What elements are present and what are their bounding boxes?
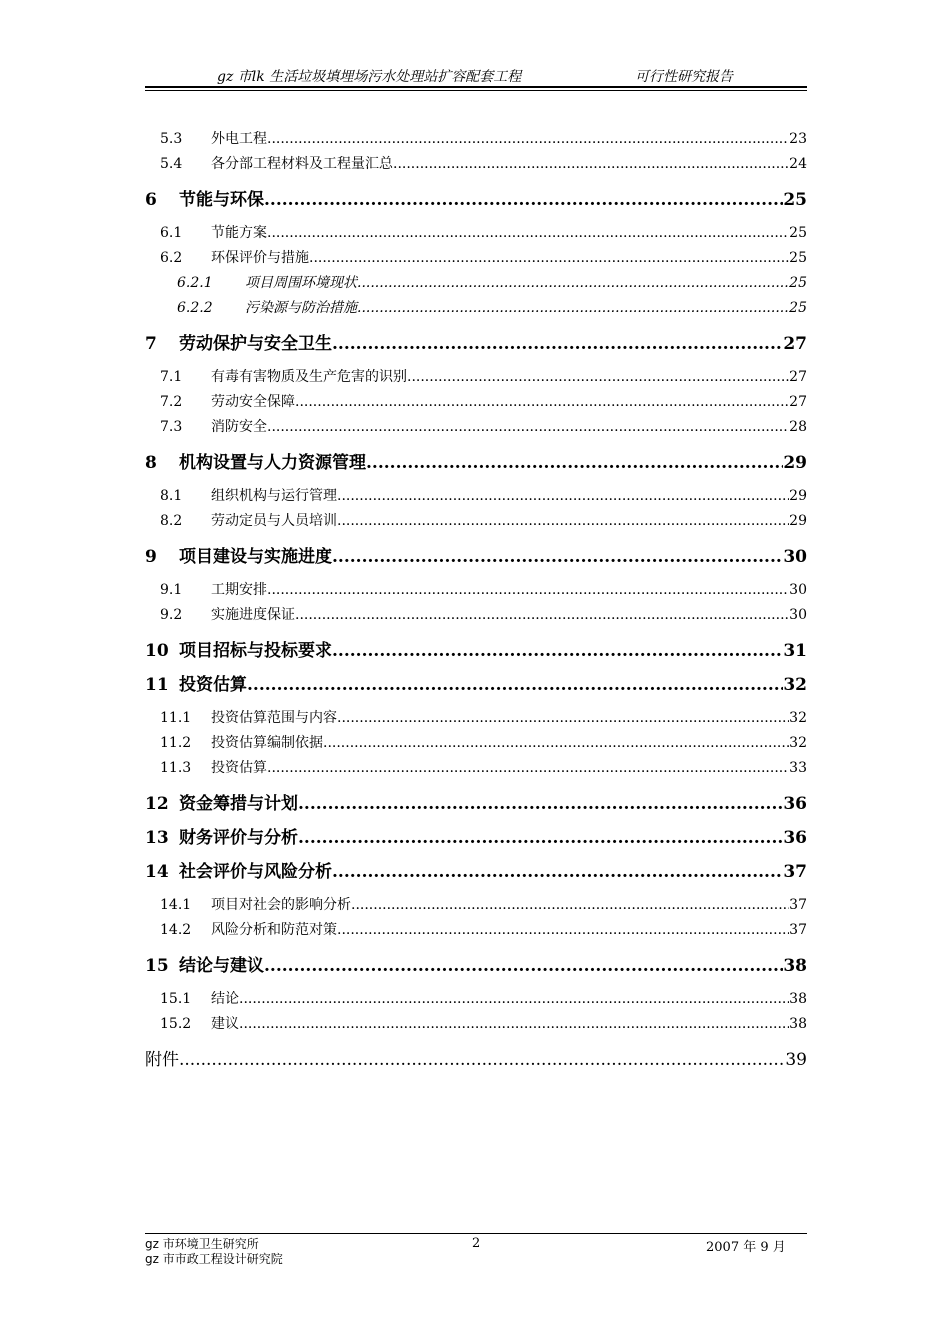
toc-page: 36: [783, 828, 807, 848]
toc-leader: [332, 641, 783, 661]
toc-title: 各分部工程材料及工程量汇总: [211, 156, 393, 172]
toc-title: 社会评价与风险分析: [179, 862, 332, 882]
toc-title: 投资估算编制依据: [211, 735, 323, 751]
toc-number: 12: [145, 794, 169, 814]
toc-page: 25: [789, 225, 807, 241]
toc-entry-9-2[interactable]: [160, 604, 807, 622]
toc-number: 15: [145, 956, 169, 976]
toc-page: 29: [789, 513, 807, 529]
toc-page: 30: [789, 582, 807, 598]
toc-leader: [393, 156, 789, 172]
toc-number: 6.1: [160, 225, 183, 241]
footer-org-1: gz 市环境卫生研究所: [145, 1237, 259, 1251]
toc-entry-15-2[interactable]: [160, 1013, 807, 1031]
toc-entry-11[interactable]: [145, 670, 807, 695]
toc-number: 11.3: [160, 760, 192, 776]
toc-leader: [264, 956, 783, 976]
toc-number: 11.1: [160, 710, 192, 726]
toc-title: 有毒有害物质及生产危害的识别: [211, 369, 407, 385]
toc-page: 27: [789, 369, 807, 385]
toc-entry-14-1[interactable]: [160, 894, 807, 912]
toc-page: 28: [789, 419, 807, 435]
toc-title: 投资估算: [179, 675, 247, 695]
toc-number: 5.4: [160, 156, 183, 172]
toc-entry-appendix[interactable]: [145, 1045, 807, 1070]
toc-page: 24: [789, 156, 807, 172]
toc-leader: [332, 334, 783, 354]
toc-page: 29: [789, 488, 807, 504]
toc-page: 33: [789, 760, 807, 776]
toc-leader: [267, 131, 789, 147]
toc-leader: [267, 760, 789, 776]
toc-number: 8: [145, 453, 157, 473]
toc-entry-8-2[interactable]: [160, 510, 807, 528]
toc-title: 外电工程: [211, 131, 267, 147]
toc-page: 36: [783, 794, 807, 814]
toc-entry-10[interactable]: [145, 636, 807, 661]
toc-title: 劳动安全保障: [211, 394, 295, 410]
toc-number: 5.3: [160, 131, 183, 147]
toc-leader: [295, 394, 789, 410]
toc-number: 7.3: [160, 419, 183, 435]
toc-page: 30: [783, 547, 807, 567]
toc-number: 6.2.1: [177, 275, 213, 291]
toc-leader: [357, 300, 789, 316]
toc-title: 环保评价与措施: [211, 250, 309, 266]
toc-number: 11: [145, 675, 169, 695]
header-rule-thick: [145, 86, 807, 88]
toc-page: 37: [789, 897, 807, 913]
toc-leader: [267, 419, 789, 435]
toc-entry-15-1[interactable]: [160, 988, 807, 1006]
footer-date: 2007 年 9 月: [706, 1240, 786, 1255]
toc-leader: [337, 488, 789, 504]
toc-page: 25: [789, 250, 807, 266]
toc-title: 实施进度保证: [211, 607, 295, 623]
toc-number: 15.2: [160, 1016, 192, 1032]
toc-title: 项目对社会的影响分析: [211, 897, 351, 913]
toc-number: 14.2: [160, 922, 192, 938]
footer-rule: [145, 1233, 807, 1234]
toc-leader: [264, 190, 783, 210]
toc-page: 38: [789, 991, 807, 1007]
toc-number: 14.1: [160, 897, 192, 913]
toc-entry-5-4[interactable]: [160, 153, 807, 171]
toc-title: 机构设置与人力资源管理: [179, 453, 366, 473]
toc-leader: [267, 225, 789, 241]
toc-number: 9.2: [160, 607, 183, 623]
toc-leader: [298, 794, 783, 814]
toc-number: 15.1: [160, 991, 192, 1007]
header-rule-thin: [145, 90, 807, 91]
toc-entry-11-2[interactable]: [160, 732, 807, 750]
footer-page-number: 2: [472, 1236, 481, 1251]
toc-page: 27: [789, 394, 807, 410]
toc-number: 7.1: [160, 369, 183, 385]
toc-leader: [332, 862, 783, 882]
toc-number: 6.2.2: [177, 300, 213, 316]
toc-entry-6-2[interactable]: [160, 247, 807, 265]
toc-title: 投资估算范围与内容: [211, 710, 337, 726]
toc-page: 29: [783, 453, 807, 473]
toc-page: 23: [789, 131, 807, 147]
toc-leader: [337, 710, 789, 726]
toc-entry-11-1[interactable]: [160, 707, 807, 725]
project-title: gz 市lk 生活垃圾填埋场污水处理站扩容配套工程: [217, 69, 522, 85]
toc-number: 9: [145, 547, 157, 567]
toc-leader: [407, 369, 789, 385]
toc-page: 32: [789, 710, 807, 726]
toc-entry-9[interactable]: [145, 542, 807, 567]
toc-title: 资金筹措与计划: [179, 794, 298, 814]
toc-entry-9-1[interactable]: [160, 579, 807, 597]
toc-page: 39: [785, 1050, 807, 1070]
toc-page: 30: [789, 607, 807, 623]
toc-title: 工期安排: [211, 582, 267, 598]
toc-entry-6-1[interactable]: [160, 222, 807, 240]
toc-page: 27: [783, 334, 807, 354]
toc-title: 组织机构与运行管理: [211, 488, 337, 504]
toc-entry-14-2[interactable]: [160, 919, 807, 937]
toc-leader: [247, 675, 783, 695]
toc-number: 14: [145, 862, 169, 882]
toc-leader: [295, 607, 789, 623]
toc-entry-11-3[interactable]: [160, 757, 807, 775]
toc-number: 6: [145, 190, 157, 210]
toc-title: 节能方案: [211, 225, 267, 241]
toc-leader: [179, 1050, 785, 1070]
toc-title: 劳动保护与安全卫生: [179, 334, 332, 354]
toc-leader: [298, 828, 783, 848]
toc-leader: [351, 897, 789, 913]
toc-entry-15[interactable]: [145, 951, 807, 976]
toc-page: 37: [789, 922, 807, 938]
toc-title: 投资估算: [211, 760, 267, 776]
toc-number: 8.2: [160, 513, 183, 529]
toc-number: 7.2: [160, 394, 183, 410]
toc-number: 7: [145, 334, 157, 354]
toc-entry-6-2-2[interactable]: [177, 297, 807, 315]
toc-title: 财务评价与分析: [179, 828, 298, 848]
toc-entry-7[interactable]: [145, 329, 807, 354]
toc-number: 13: [145, 828, 169, 848]
toc-entry-8-1[interactable]: [160, 485, 807, 503]
toc-leader: [357, 275, 789, 291]
toc-title: 附件: [145, 1050, 179, 1070]
toc-title: 节能与环保: [179, 190, 264, 210]
toc-page: 38: [789, 1016, 807, 1032]
toc-title: 风险分析和防范对策: [211, 922, 337, 938]
toc-title: 结论: [211, 991, 239, 1007]
toc-entry-12[interactable]: [145, 789, 807, 814]
toc-page: 32: [789, 735, 807, 751]
toc-entry-13[interactable]: [145, 823, 807, 848]
toc-entry-6[interactable]: [145, 185, 807, 210]
toc-leader: [337, 922, 789, 938]
toc-leader: [323, 735, 789, 751]
toc-title: 消防安全: [211, 419, 267, 435]
toc-leader: [337, 513, 789, 529]
toc-page: 37: [783, 862, 807, 882]
toc-title: 污染源与防治措施: [245, 300, 357, 316]
toc-leader: [366, 453, 783, 473]
toc-entry-7-1[interactable]: [160, 366, 807, 384]
toc-number: 11.2: [160, 735, 192, 751]
toc-entry-7-2[interactable]: [160, 391, 807, 409]
page-header: [145, 66, 807, 88]
toc-number: 10: [145, 641, 169, 661]
toc-title: 项目招标与投标要求: [179, 641, 332, 661]
toc-page: 25: [783, 190, 807, 210]
toc-leader: [267, 582, 789, 598]
toc-page: 32: [783, 675, 807, 695]
toc-leader: [239, 991, 789, 1007]
toc-leader: [239, 1016, 789, 1032]
toc-page: 38: [783, 956, 807, 976]
toc-page: 31: [783, 641, 807, 661]
toc-title: 建议: [211, 1016, 239, 1032]
toc-entry-8[interactable]: [145, 448, 807, 473]
toc-title: 结论与建议: [179, 956, 264, 976]
toc-page: 25: [789, 275, 807, 291]
toc-page: 25: [789, 300, 807, 316]
toc-entry-5-3[interactable]: [160, 128, 807, 146]
toc-number: 9.1: [160, 582, 183, 598]
toc-title: 劳动定员与人员培训: [211, 513, 337, 529]
toc-leader: [332, 547, 783, 567]
toc-number: 6.2: [160, 250, 183, 266]
toc-entry-14[interactable]: [145, 857, 807, 882]
toc-title: 项目周围环境现状: [245, 275, 357, 291]
toc-entry-7-3[interactable]: [160, 416, 807, 434]
toc-number: 8.1: [160, 488, 183, 504]
toc-title: 项目建设与实施进度: [179, 547, 332, 567]
footer-org-2: gz 市市政工程设计研究院: [145, 1252, 283, 1266]
toc-entry-6-2-1[interactable]: [177, 272, 807, 290]
toc-leader: [309, 250, 789, 266]
document-type: 可行性研究报告: [635, 69, 733, 85]
